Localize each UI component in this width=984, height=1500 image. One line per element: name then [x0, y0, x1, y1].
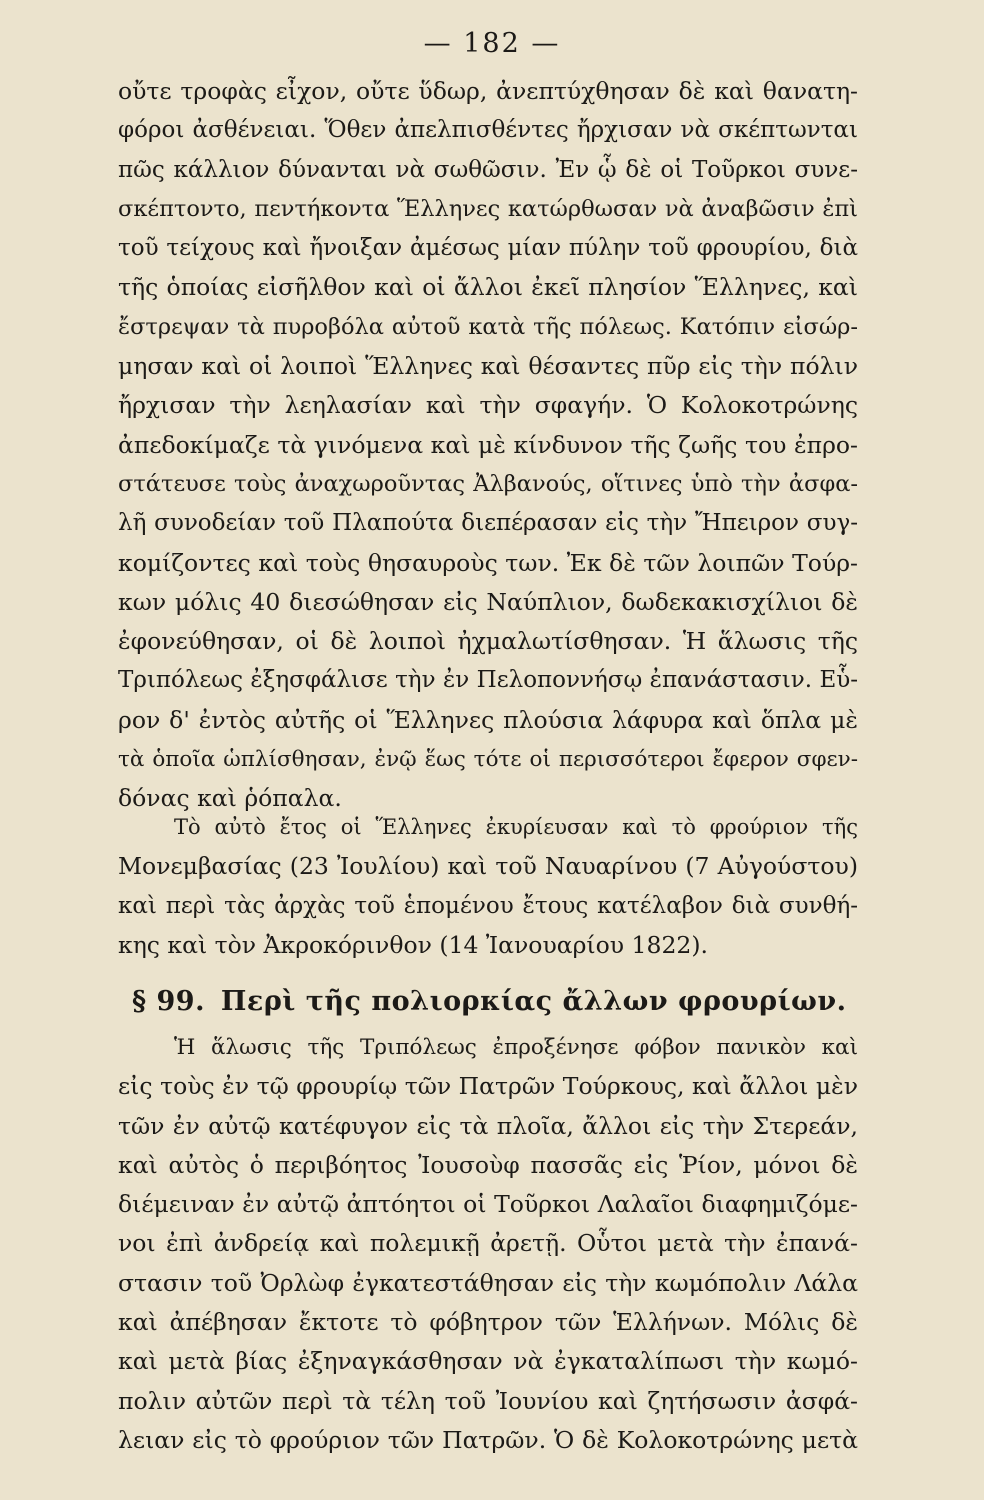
text-line: Ἡ ἅλωσις τῆς Τριπόλεως ἐπροξένησε φόβον πανικὸν καὶ: [174, 1035, 858, 1060]
text-line: κων μόλις 40 διεσώθησαν εἰς Ναύπλιον, δωδεκακισχίλιοι δὲ: [118, 587, 858, 616]
text-line: στάτευσε τοὺς ἀναχωροῦντας Ἀλβανούς, οἵτινες ὑπὸ τὴν ἀσφα-: [118, 470, 858, 497]
text-line: Τὸ αὐτὸ ἔτος οἱ Ἕλληνες ἐκυρίευσαν καὶ τὸ φρούριον τῆς: [174, 815, 858, 839]
text-line: τὰ ὁποῖα ὡπλίσθησαν, ἐνῷ ἕως τότε οἱ περισσότεροι ἔφερον σφεν-: [118, 747, 858, 773]
text-line: καὶ περὶ τὰς ἀρχὰς τοῦ ἑπομένου ἔτους κατέλαβον διὰ συνθή-: [118, 892, 858, 919]
section-title: Περὶ τῆς πολιορκίας ἄλλων φρουρίων.: [220, 986, 847, 1017]
section-number: § 99.: [132, 986, 205, 1017]
page-number: — 182 —: [423, 28, 561, 59]
text-line: στασιν τοῦ Ὀρλὼφ ἐγκατεστάθησαν εἰς τὴν κωμόπολιν Λάλα: [118, 1268, 858, 1297]
text-line: νοι ἐπὶ ἀνδρείᾳ καὶ πολεμικῇ ἀρετῇ. Οὗτοι μετὰ τὴν ἐπανά-: [118, 1229, 858, 1258]
text-line: τοῦ τείχους καὶ ἤνοιξαν ἀμέσως μίαν πύλην τοῦ φρουρίου, διὰ: [118, 235, 858, 262]
text-line: μησαν καὶ οἱ λοιποὶ Ἕλληνες καὶ θέσαντες πῦρ εἰς τὴν πόλιν: [118, 352, 858, 381]
text-line: εἰς τοὺς ἐν τῷ φρουρίῳ τῶν Πατρῶν Τούρκους, καὶ ἄλλοι μὲν: [118, 1072, 858, 1101]
text-line: λειαν εἰς τὸ φρούριον τῶν Πατρῶν. Ὁ δὲ Κολοκοτρώνης μετὰ: [118, 1425, 858, 1454]
text-line: σκέπτοντο, πεντήκοντα Ἕλληνες κατώρθωσαν νὰ ἀναβῶσιν ἐπὶ: [118, 195, 858, 222]
text-line: τῶν ἐν αὐτῷ κατέφυγον εἰς τὰ πλοῖα, ἄλλοι εἰς τὴν Στερεάν,: [118, 1111, 858, 1140]
text-line: καὶ αὐτὸς ὁ περιβόητος Ἰουσοὺφ πασσᾶς εἰς Ῥίον, μόνοι δὲ: [118, 1150, 858, 1179]
text-line: ἐφονεύθησαν, οἱ δὲ λοιποὶ ἠχμαλωτίσθησαν. Ἡ ἅλωσις τῆς: [118, 627, 858, 656]
text-line: διέμειναν ἐν αὐτῷ ἀπτόητοι οἱ Τοῦρκοι Λαλαῖοι διαφημιζόμε-: [118, 1190, 858, 1219]
text-line: καὶ ἀπέβησαν ἔκτοτε τὸ φόβητρον τῶν Ἑλλήνων. Μόλις δὲ: [118, 1308, 858, 1337]
paragraph-siege-of-patras: [118, 1028, 858, 1460]
text-line: ἔστρεψαν τὰ πυροβόλα αὐτοῦ κατὰ τῆς πόλεως. Κατόπιν εἰσώρ-: [118, 313, 858, 340]
text-line: ἤρχισαν τὴν λεηλασίαν καὶ τὴν σφαγήν. Ὁ Κολοκοτρώνης: [118, 391, 858, 420]
text-line: Τριπόλεως ἐξησφάλισε τὴν ἐν Πελοποννήσῳ ἐπανάστασιν. Εὗ-: [118, 667, 858, 694]
text-line: λῆ συνοδείαν τοῦ Πλαπούτα διεπέρασαν εἰς τὴν Ἤπειρον συγ-: [118, 510, 858, 537]
text-line: ρον δ' ἐντὸς αὐτῆς οἱ Ἕλληνες πλούσια λάφυρα καὶ ὅπλα μὲ: [118, 705, 858, 734]
text-line: φόροι ἀσθένειαι. Ὅθεν ἀπελπισθέντες ἤρχισαν νὰ σκέπτωνται: [118, 117, 858, 144]
text-line: ἀπεδοκίμαζε τὰ γινόμενα καὶ μὲ κίνδυνον τῆς ζωῆς του ἐπρο-: [118, 430, 858, 459]
section-heading: [132, 986, 847, 1017]
text-line: κης καὶ τὸν Ἀκροκόρινθον (14 Ἰανουαρίου 1822).: [118, 930, 708, 959]
text-line: καὶ μετὰ βίας ἐξηναγκάσθησαν νὰ ἐγκαταλίπωσι τὴν κωμό-: [118, 1347, 858, 1376]
text-line: πολιν αὐτῶν περὶ τὰ τέλη τοῦ Ἰουνίου καὶ ζητήσωσιν ἀσφά-: [118, 1386, 858, 1415]
text-line: τῆς ὁποίας εἰσῆλθον καὶ οἱ ἄλλοι ἐκεῖ πλησίον Ἕλληνες, καὶ: [118, 273, 858, 302]
paragraph-other-fortresses: [118, 808, 858, 965]
paragraph-siege-of-tripolitsa: [118, 72, 858, 819]
text-line: κομίζοντες καὶ τοὺς θησαυροὺς των. Ἐκ δὲ τῶν λοιπῶν Τούρ-: [118, 548, 858, 577]
text-line: πῶς κάλλιον δύνανται νὰ σωθῶσιν. Ἐν ᾧ δὲ οἱ Τοῦρκοι συνε-: [118, 156, 858, 183]
text-line: Μονεμβασίας (23 Ἰουλίου) καὶ τοῦ Ναυαρίνου (7 Αὐγούστου): [118, 852, 858, 881]
text-line: δόνας καὶ ῥόπαλα.: [118, 784, 342, 813]
text-line: οὔτε τροφὰς εἶχον, οὔτε ὕδωρ, ἀνεπτύχθησαν δὲ καὶ θανατη-: [118, 77, 858, 105]
